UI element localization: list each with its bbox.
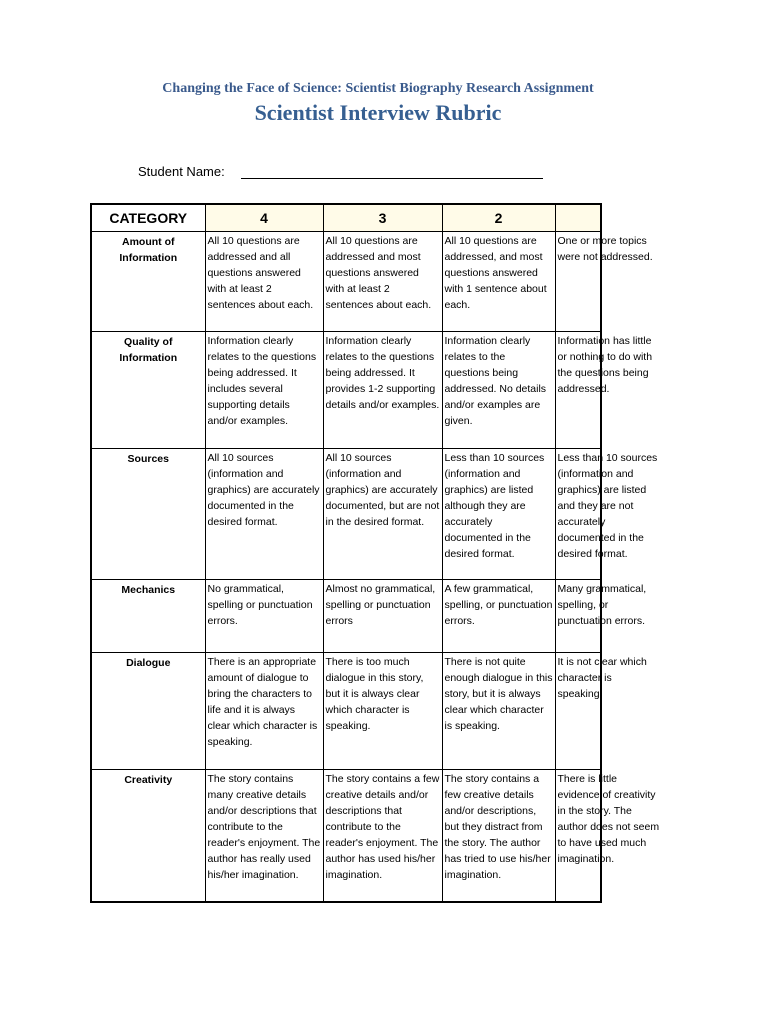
rubric-cell: Almost no grammatical, spelling or punctuation errors <box>323 580 442 653</box>
rubric-cell: There is too much dialogue in this story, but it is always clear which character is speaking. <box>323 653 442 770</box>
category-label: Sources <box>91 449 205 580</box>
rubric-cell-last <box>555 449 658 580</box>
rubric-cell-text: There is little evidence of creativity in the story. The author does not seem to have used much imagination. <box>557 773 660 865</box>
rubric-cell: Information clearly relates to the questions being addressed. It provides 1-2 supporting details and/or examples. <box>323 332 442 449</box>
rubric-table <box>90 203 660 903</box>
rubric-cell-last <box>555 770 660 902</box>
rubric-cell: No grammatical, spelling or punctuation errors. <box>205 580 323 653</box>
rubric-cell: All 10 questions are addressed, and most questions answered with 1 sentence about each. <box>442 232 555 332</box>
rubric-cell: The story contains a few creative details and/or descriptions that contribute to the reader's enjoyment. The author has used his/her imagination. <box>323 770 442 902</box>
rubric-cell-text: It is not clear which character is speaking. <box>557 656 647 700</box>
rubric-row-amount-of-information <box>91 232 601 332</box>
rubric-cell-last <box>555 232 653 332</box>
header-score-2: 2 <box>442 204 555 232</box>
rubric-cell: All 10 questions are addressed and all questions answered with at least 2 sentences about each. <box>205 232 323 332</box>
header-score-4: 4 <box>205 204 323 232</box>
rubric-cell: Information clearly relates to the questions being addressed. It includes several supporting details and/or examples. <box>205 332 323 449</box>
category-label: Amount of Information <box>91 232 205 332</box>
rubric-cell: All 10 sources (information and graphics) are accurately documented in the desired format. <box>205 449 323 580</box>
header-category: CATEGORY <box>91 204 205 232</box>
student-name-row <box>138 164 543 179</box>
rubric-cell: All 10 questions are addressed and most questions answered with at least 2 sentences about each. <box>323 232 442 332</box>
rubric-row-mechanics <box>91 580 601 653</box>
rubric-row-sources <box>91 449 601 580</box>
rubric-cell: Less than 10 sources (information and graphics) are listed although they are accurately documented in the desired format. <box>442 449 555 580</box>
page-title: Scientist Interview Rubric <box>254 100 502 125</box>
rubric-cell: The story contains a few creative details and/or descriptions, but they distract from the story. The author has tried to use his/her imagination. <box>442 770 555 902</box>
rubric-cell-text: Many grammatical, spelling, or punctuation errors. <box>557 583 647 627</box>
rubric-cell: There is not quite enough dialogue in this story, but it is always clear which character is speaking. <box>442 653 555 770</box>
category-label: Creativity <box>91 770 205 902</box>
rubric-row-dialogue <box>91 653 601 770</box>
rubric-cell-text: Information has little or nothing to do with the questions being addressed. <box>557 335 653 395</box>
rubric-cell: A few grammatical, spelling, or punctuation errors. <box>442 580 555 653</box>
student-name-blank-line <box>241 164 543 179</box>
rubric-cell-text: One or more topics were not addressed. <box>557 235 653 263</box>
header-score-3: 3 <box>323 204 442 232</box>
rubric-cell-last <box>555 332 653 449</box>
rubric-row-quality-of-information <box>91 332 601 449</box>
rubric-cell-last <box>555 653 647 770</box>
header-score-1 <box>555 204 601 232</box>
rubric-cell: The story contains many creative details and/or descriptions that contribute to the reader's enjoyment. The author has really used his/her imagination. <box>205 770 323 902</box>
assignment-subtitle: Changing the Face of Science: Scientist Biography Research Assignment <box>162 81 594 96</box>
rubric-cell: All 10 sources (information and graphics) are accurately documented, but are not in the desired format. <box>323 449 442 580</box>
category-label: Quality of Information <box>91 332 205 449</box>
rubric-header-row <box>91 204 601 232</box>
rubric-cell-text: Less than 10 sources (information and graphics) are listed and they are not accurately documented in the desired format. <box>557 452 658 560</box>
category-label: Dialogue <box>91 653 205 770</box>
category-label: Mechanics <box>91 580 205 653</box>
rubric-cell: Information clearly relates to the questions being addressed. No details and/or examples are given. <box>442 332 555 449</box>
rubric-row-creativity <box>91 770 601 902</box>
rubric-cell-last <box>555 580 647 653</box>
rubric-cell: There is an appropriate amount of dialogue to bring the characters to life and it is always clear which character is speaking. <box>205 653 323 770</box>
student-name-label: Student Name: <box>138 164 225 179</box>
